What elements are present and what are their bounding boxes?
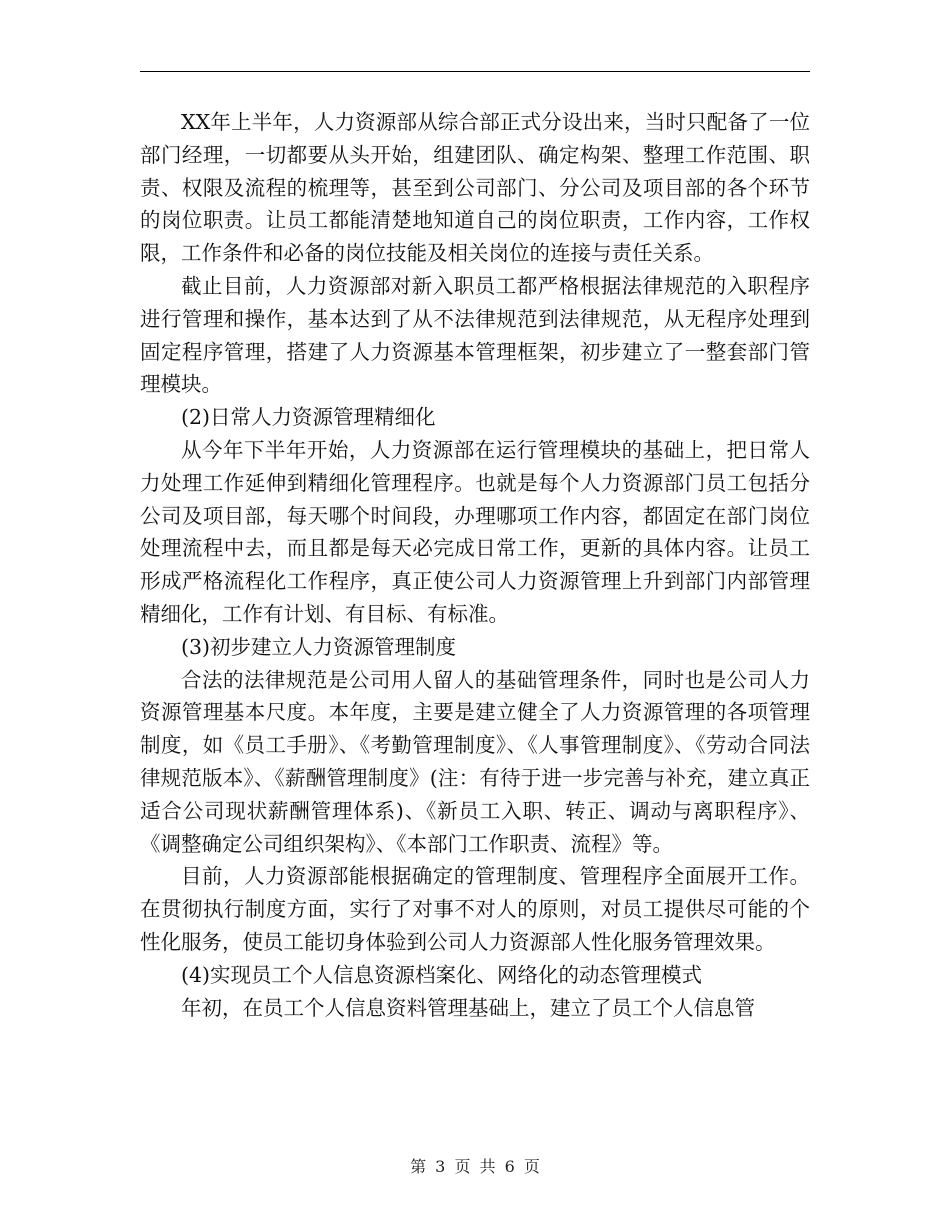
section-heading: (2)日常人力资源管理精细化 (181, 405, 436, 430)
paragraph: 合法的法律规范是公司用人留人的基础管理条件，同时也是公司人力资源管理基本尺度。本年度，主要是建立健全了人力资源管理的各项管理制度，如《员工手册》、《考勤管理制度》、《人事管理制度》、《劳动合同法律规范版本》、《薪酬管理制度》(注：有待于进一步完善与补充，建立真正适合公司现状薪酬管理体系)、《新员工入职、转正、调动与离职程序》、《调整确定公司组织架构》、《本部门工作职责、流程》等。 (140, 667, 810, 856)
document-body (140, 106, 810, 1024)
section-heading: (4)实现员工个人信息资源档案化、网络化的动态管理模式 (181, 962, 703, 987)
paragraph: 从今年下半年开始，人力资源部在运行管理模块的基础上，把日常人力处理工作延伸到精细化管理程序。也就是每个人力资源部门员工包括分公司及项目部，每天哪个时间段，办理哪项工作内容，都固定在部门岗位处理流程中去，而且都是每天必完成日常工作，更新的具体内容。让员工形成严格流程化工作程序，真正使公司人力资源管理上升到部门内部管理精细化，工作有计划、有目标、有标准。 (140, 437, 810, 626)
header-rule (140, 71, 810, 72)
page-footer: 第 3 页 共 6 页 (410, 1157, 540, 1176)
section-heading: (3)初步建立人力资源管理制度 (181, 634, 457, 659)
paragraph: XX年上半年，人力资源部从综合部正式分设出来，当时只配备了一位部门经理，一切都要从头开始，组建团队、确定构架、整理工作范围、职责、权限及流程的梳理等，甚至到公司部门、分公司及项目部的各个环节的岗位职责。让员工都能清楚地知道自己的岗位职责，工作内容，工作权限，工作条件和必备的岗位技能及相关岗位的连接与责任关系。 (140, 110, 810, 266)
paragraph: 年初，在员工个人信息资料管理基础上，建立了员工个人信息管 (181, 995, 755, 1020)
paragraph: 截止目前，人力资源部对新入职员工都严格根据法律规范的入职程序进行管理和操作，基本达到了从不法律规范到法律规范，从无程序处理到固定程序管理，搭建了人力资源基本管理框架，初步建立了一整套部门管理模块。 (140, 273, 810, 397)
paragraph: 目前，人力资源部能根据确定的管理制度、管理程序全面展开工作。在贯彻执行制度方面，实行了对事不对人的原则，对员工提供尽可能的个性化服务，使员工能切身体验到公司人力资源部人性化服务管理效果。 (140, 864, 810, 954)
